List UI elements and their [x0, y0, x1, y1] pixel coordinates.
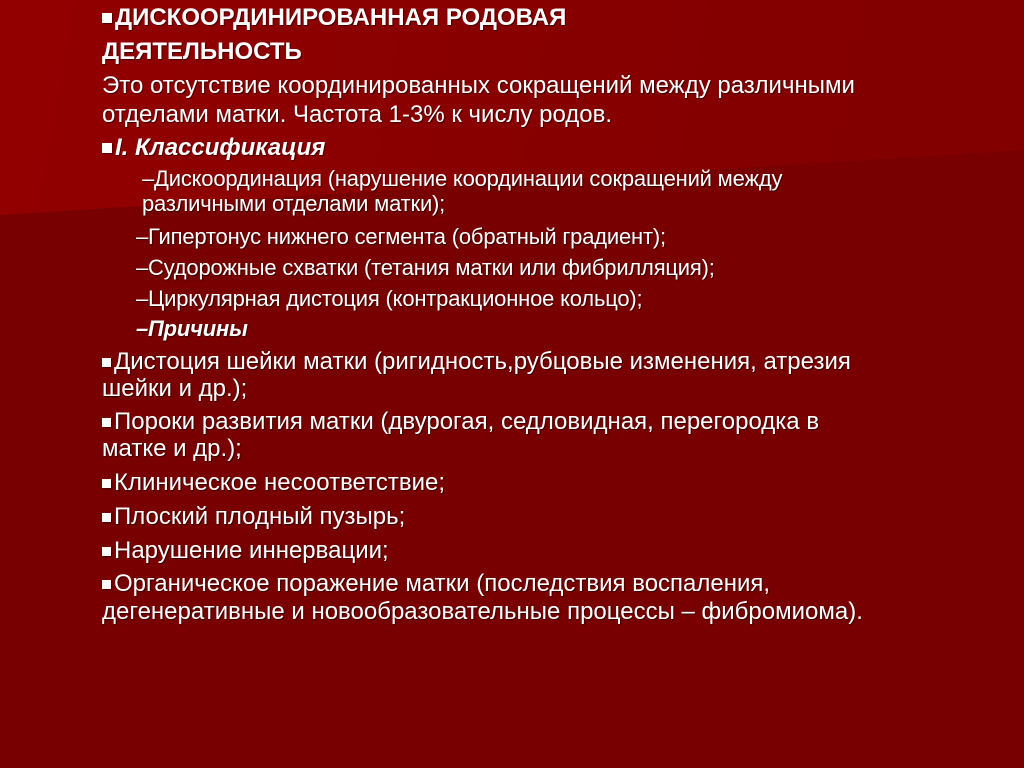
cause-item: [102, 469, 445, 497]
cause-item: [102, 570, 770, 598]
definition-line2: отделами матки. Частота 1-3% к числу родов.: [102, 101, 613, 128]
cause-item: [102, 503, 405, 531]
cause-text: Дистоция шейки матки (ригидность,рубцовые изменения, атрезия: [114, 348, 851, 375]
cause-item: [102, 537, 389, 565]
cause-text: Клиническое несоответствие;: [114, 469, 445, 496]
classification-title: [102, 134, 325, 162]
classification-title-text: I. Классификация: [115, 134, 326, 161]
classification-item: –Циркулярная дистоция (контракционное кольцо);: [136, 286, 643, 311]
cause-item-cont: шейки и др.);: [102, 375, 248, 402]
bullet-square-icon: [102, 580, 111, 589]
bullet-square-icon: [102, 358, 111, 367]
causes-title: –Причины: [136, 316, 248, 341]
bullet-square-icon: [102, 513, 111, 522]
cause-item: [102, 408, 819, 436]
bullet-square-icon: [102, 418, 111, 427]
classification-item: –Судорожные схватки (тетания матки или фибрилляция);: [136, 255, 715, 280]
bullet-square-icon: [102, 143, 112, 153]
cause-item-cont: матке и др.);: [102, 435, 242, 462]
cause-item-cont: дегенеративные и новообразовательные процессы – фибромиома).: [102, 598, 863, 625]
cause-text: Пороки развития матки (двурогая, седловидная, перегородка в: [114, 408, 820, 435]
classification-item: –Дискоординация (нарушение координации сокращений между: [142, 166, 783, 191]
heading-text-line1: ДИСКООРДИНИРОВАННАЯ РОДОВАЯ: [115, 4, 567, 31]
definition-line1: Это отсутствие координированных сокращений между различными: [102, 72, 855, 99]
cause-text: Плоский плодный пузырь;: [114, 503, 406, 530]
slide-heading-line2: ДЕЯТЕЛЬНОСТЬ: [102, 38, 302, 65]
bullet-square-icon: [102, 479, 111, 488]
slide-heading-line1: [102, 4, 566, 32]
bullet-square-icon: [102, 547, 111, 556]
bullet-square-icon: [102, 13, 112, 23]
cause-text: Органическое поражение матки (последствия воспаления,: [114, 570, 771, 597]
cause-item: [102, 348, 851, 376]
classification-item-cont: различными отделами матки);: [142, 191, 446, 216]
cause-text: Нарушение иннервации;: [114, 537, 389, 564]
classification-item: –Гипертонус нижнего сегмента (обратный градиент);: [136, 224, 666, 249]
